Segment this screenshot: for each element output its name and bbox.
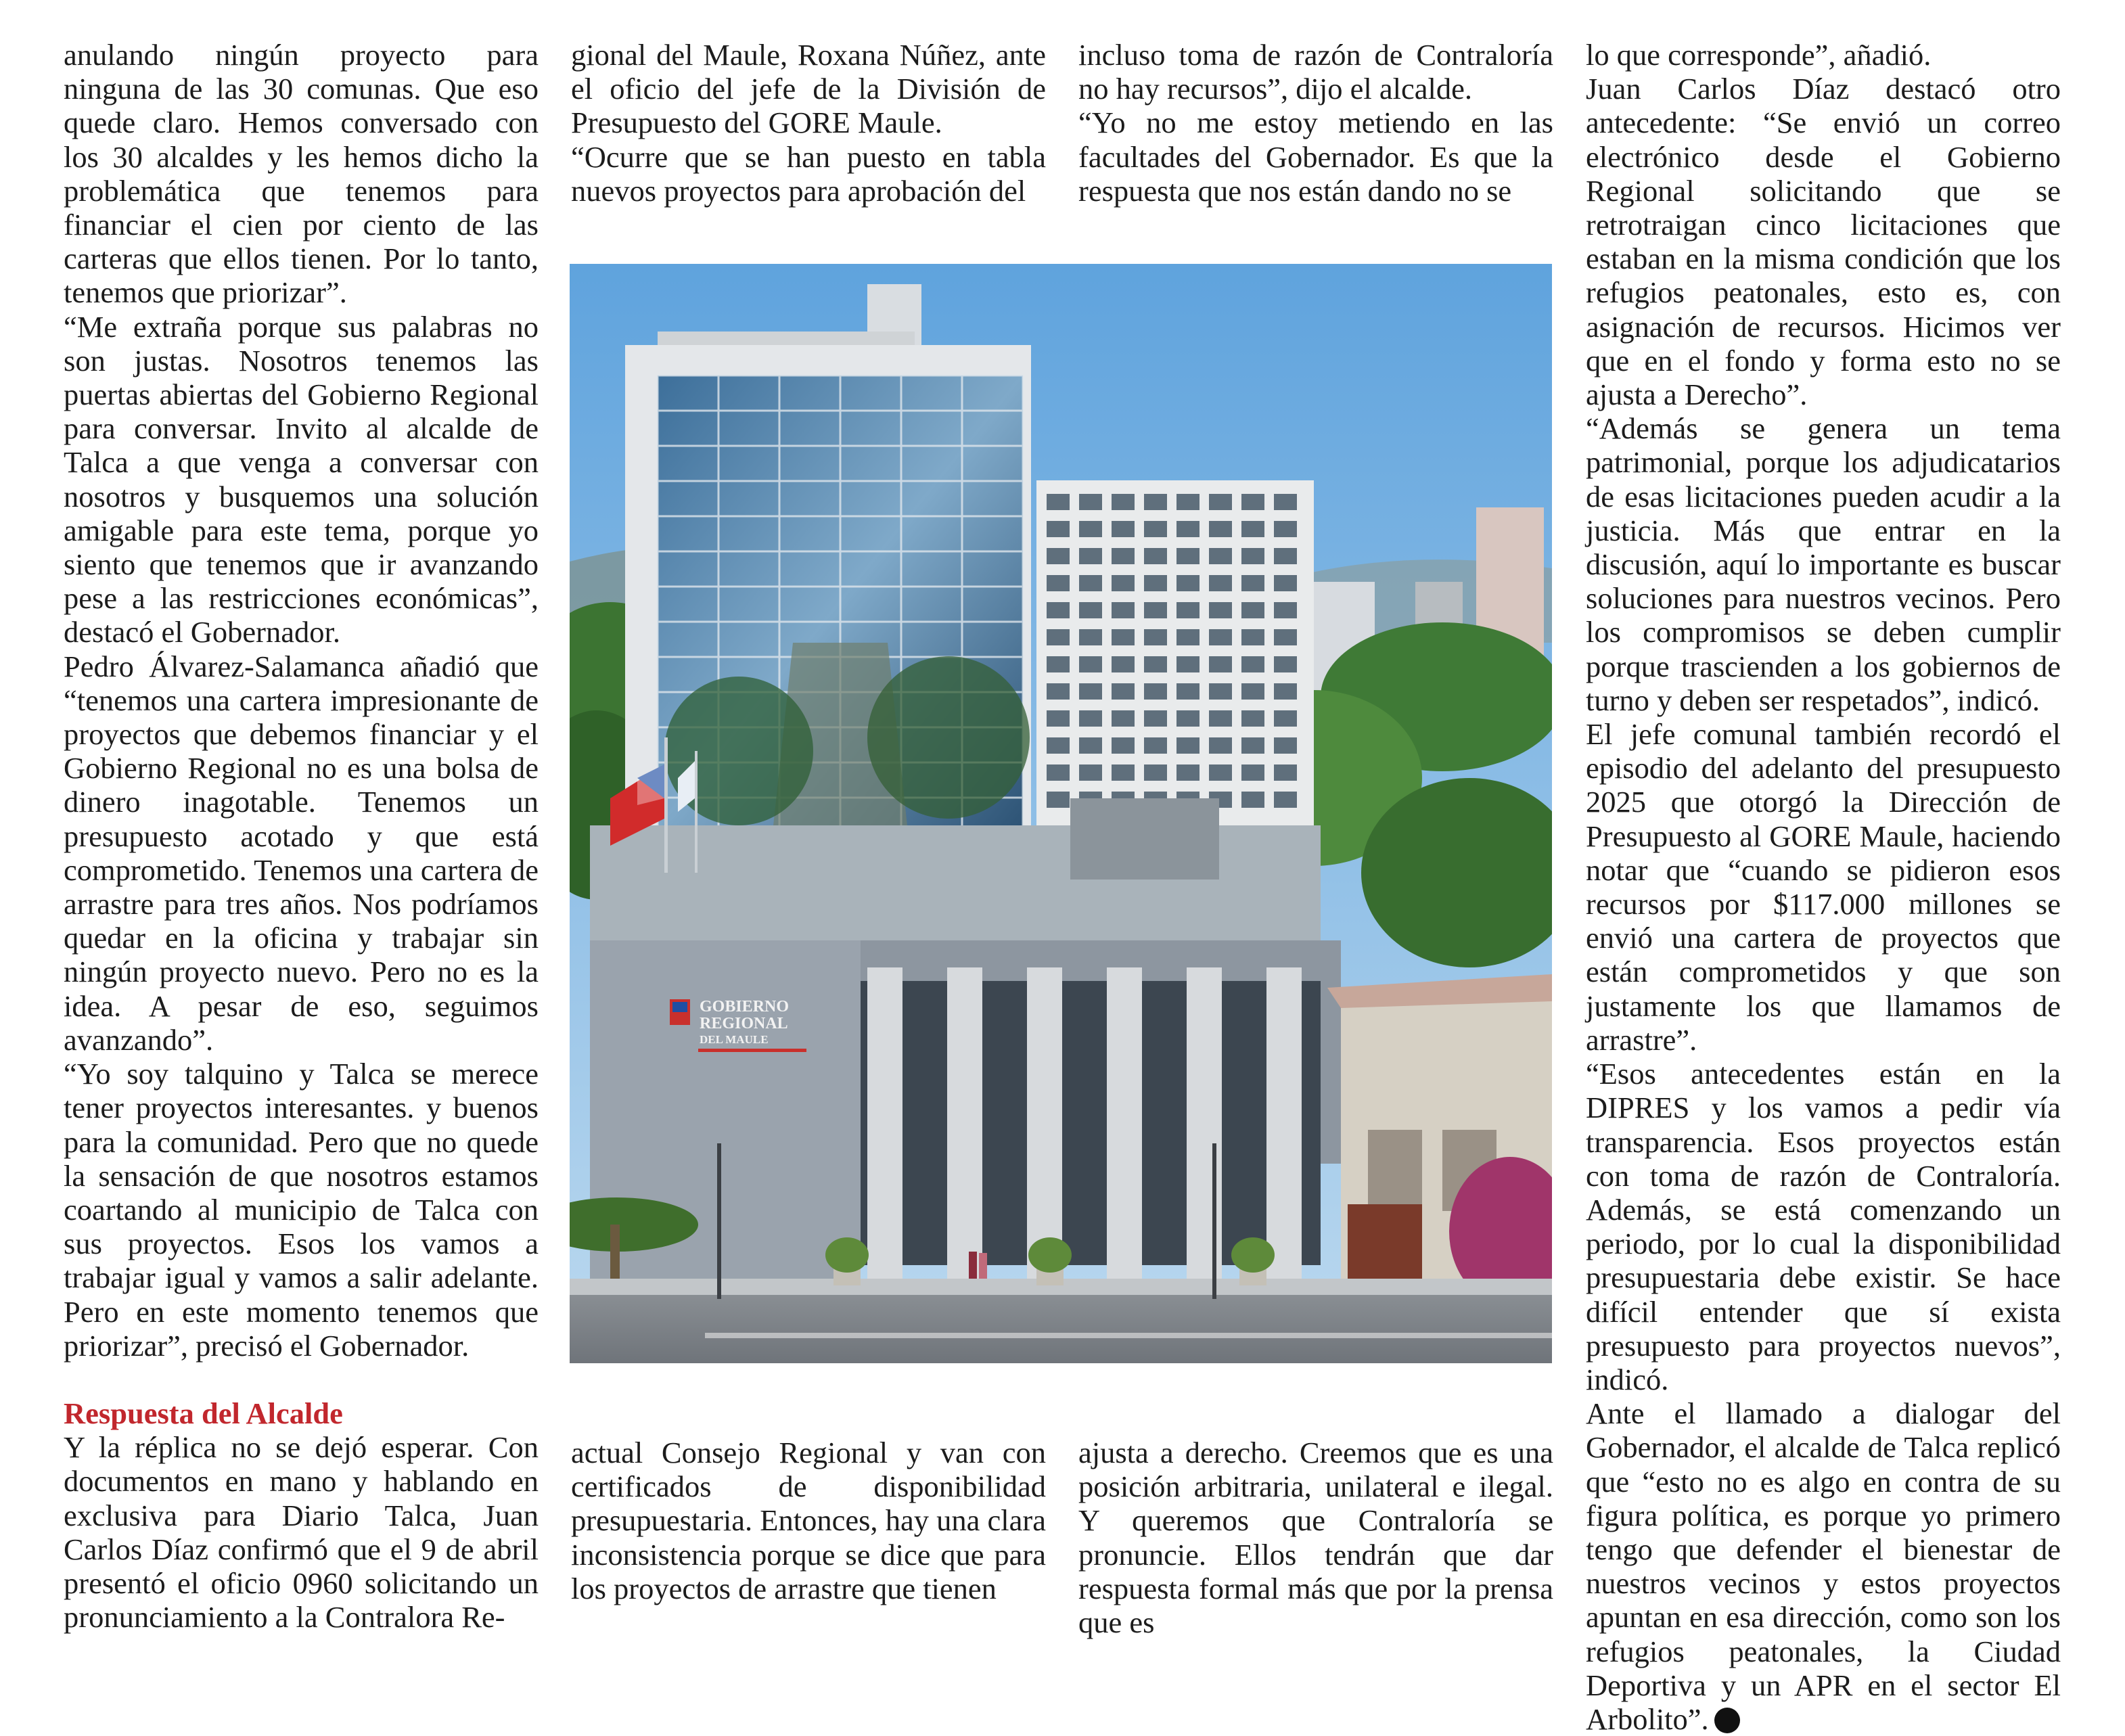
sign-line-1: GOBIERNO (700, 998, 790, 1015)
column-3-bottom (1078, 1436, 1553, 1639)
paragraph: Pedro Álvarez-Salamanca añadió que “tenemos una cartera impresionante de proyectos que debemos financiar y el Gobierno Regional no es una bolsa de dinero inagotable. Tenemos un presupuesto acotado y que está comprometido. Tenemos una cartera de arrastre para tres años. Nos podríamos quedar en la oficina y trabajar sin ningún proyecto nuevo. Pero no es la idea. A pesar de eso, seguimos avanzando”. (64, 649, 539, 1057)
paragraph: “Yo no me estoy metiendo en las facultades del Gobernador. Es que la respuesta que nos están dando no se (1078, 106, 1553, 208)
paragraph: “Esos antecedentes están en la DIPRES y los vamos a pedir vía transparencia. Esos proyectos están con toma de razón de Contraloría. Además, se está comenzando un periodo, por lo cual la disponibilidad presupuestaria debe existir. Se hace difícil entender que sí exista presupuesto para proyectos nuevos”, indicó. (1586, 1057, 2061, 1396)
section-subheading: Respuesta del Alcalde (64, 1396, 343, 1430)
column-2-bottom (571, 1436, 1046, 1605)
last-paragraph (1586, 1396, 2061, 1736)
paragraph: “Ocurre que se han puesto en tabla nuevos proyectos para aprobación del (571, 139, 1046, 208)
column-4 (1586, 38, 2061, 1736)
paragraph: incluso toma de razón de Contraloría no hay recursos”, dijo el alcalde. (1078, 38, 1553, 106)
sign-line-2: REGIONAL (700, 1015, 788, 1032)
end-of-article-icon (1714, 1708, 1740, 1733)
paragraph: “Además se genera un tema patrimonial, porque los adjudicatarios de esas licitaciones pueden acudir a la justicia. Más que entrar en la discusión, aquí lo importante es buscar soluciones para nuestros vecinos. Pero los compromisos se deben cumplir porque trascienden a los gobiernos de turno y deben ser respetados”, indicó. (1586, 411, 2061, 717)
paragraph: Y la réplica no se dejó esperar. Con documentos en mano y hablando en exclusiva para Diario Talca, Juan Carlos Díaz confirmó que el 9 de abril presentó el oficio 0960 solicitando un pronunciamiento a la Contralora Re- (64, 1430, 539, 1635)
sign-line-3: DEL MAULE (700, 1033, 769, 1046)
column-3-top (1078, 38, 1553, 208)
column-2-top (571, 38, 1046, 208)
building-photo (570, 264, 1552, 1363)
paragraph: actual Consejo Regional y van con certificados de disponibilidad presupuestaria. Entonces, hay una clara inconsistencia porque se dice que para los proyectos de arrastre que tienen (571, 1436, 1046, 1605)
column-1 (64, 38, 539, 1634)
paragraph: gional del Maule, Roxana Núñez, ante el oficio del jefe de la División de Presupuesto del GORE Maule. (571, 38, 1046, 140)
paragraph: ajusta a derecho. Creemos que es una posición arbitraria, unilateral e ilegal. Y queremos que Contraloría se pronuncie. Ellos tendrán que dar respuesta formal más que por la prensa que es (1078, 1436, 1553, 1640)
paragraph-text: Ante el llamado a dialogar del Gobernador, el alcalde de Talca replicó que “esto no es algo en contra de su figura política, es porque yo primero tengo que defender el bienestar de nuestros vecinos y estos proyectos apuntan en esa dirección, como son los refugios peatonales, la Ciudad Deportiva y un APR en el sector El Arbolito”. (1586, 1396, 2061, 1736)
paragraph: El jefe comunal también recordó el episodio del adelanto del presupuesto 2025 que otorgó la Dirección de Presupuesto al GORE Maule, haciendo notar que “cuando se pidieron esos recursos por $117.000 millones se envió una cartera de proyectos que están comprometidos y que son justamente los que llamamos de arrastre”. (1586, 717, 2061, 1057)
paragraph: anulando ningún proyecto para ninguna de las 30 comunas. Que eso quede claro. Hemos conversado con los 30 alcaldes y les hemos dicho la problemática que tenemos para financiar el cien por ciento de las carteras que ellos tienen. Por lo tanto, tenemos que priorizar”. (64, 38, 539, 310)
paragraph: “Me extraña porque sus palabras no son justas. Nosotros tenemos las puertas abiertas del Gobierno Regional para conversar. Invito al alcalde de Talca a que venga a conversar con nosotros y busquemos una solución amigable para este tema, porque yo siento que tenemos que ir avanzando pese a las restricciones económicas”, destacó el Gobernador. (64, 309, 539, 649)
paragraph: Juan Carlos Díaz destacó otro antecedente: “Se envió un correo electrónico desde el Gobierno Regional solicitando que se retrotraigan cinco licitaciones que estaban en la misma condición que los refugios peatonales, esto es, con asignación de recursos. Hicimos ver que en el fondo y forma esto no se ajusta a Derecho”. (1586, 72, 2061, 412)
paragraph: lo que corresponde”, añadió. (1586, 38, 1932, 72)
paragraph: “Yo soy talquino y Talca se merece tener proyectos interesantes. y buenos para la comunidad. Pero que no quede la sensación de que nosotros estamos coartando al municipio de Talca con sus proyectos. Esos los vamos a trabajar igual y vamos a salir adelante. Pero en este momento tenemos que priorizar”, precisó el Gobernador. (64, 1057, 539, 1363)
